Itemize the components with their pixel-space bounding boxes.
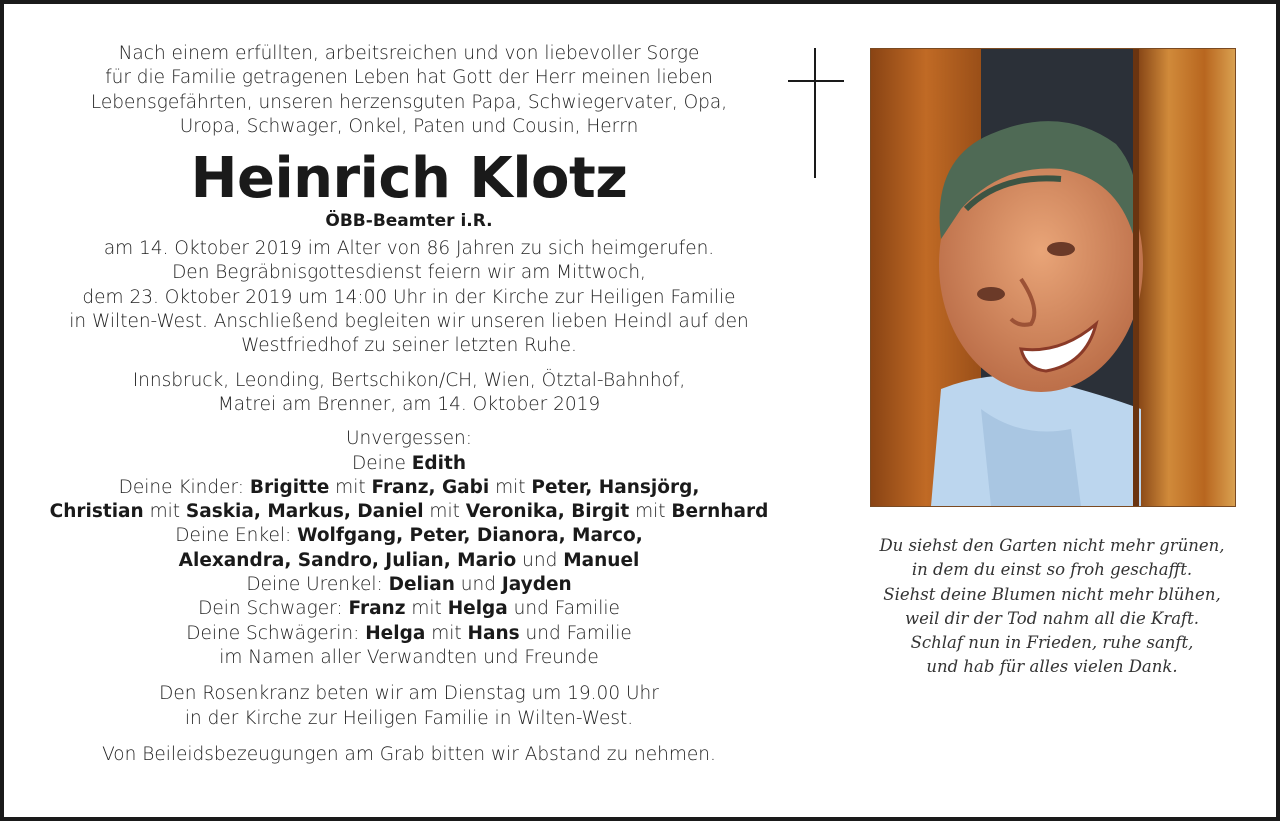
intro-line: Lebensgefährten, unseren herzensguten Papa, Schwiegervater, Opa, — [90, 91, 728, 113]
mourners-line — [44, 622, 774, 646]
place-and-date — [44, 369, 774, 418]
details-line: Den Begräbnisgottesdienst feiern wir am Mittwoch, — [172, 262, 646, 284]
mourner-name: Christian — [49, 501, 144, 523]
intro-text — [44, 42, 774, 139]
mourners-lines — [44, 452, 774, 671]
mourner-name: Helga — [365, 622, 426, 644]
intro-line: für die Familie getragenen Leben hat Gott der Herr meinen lieben — [105, 67, 713, 89]
condolence-note — [44, 743, 774, 767]
mourner-text: mit — [425, 622, 468, 644]
mourner-name: Hans — [467, 622, 520, 644]
poem-line: und hab für alles vielen Dank. — [926, 657, 1178, 677]
rosary-notice — [44, 682, 774, 731]
mourners-line — [44, 573, 774, 597]
poem-line: in dem du einst so froh geschafft. — [911, 560, 1193, 580]
mourner-text: mit — [489, 476, 532, 498]
obituary-text-column — [44, 42, 774, 767]
details-line: dem 23. Oktober 2019 um 14:00 Uhr in der Kirche zur Heiligen Familie — [82, 286, 736, 308]
mourner-name: Alexandra, Sandro, Julian, Mario — [178, 549, 517, 571]
deceased-name: Heinrich Klotz — [190, 146, 628, 212]
mourners-line — [44, 452, 774, 476]
mourner-text: mit — [329, 476, 372, 498]
mourner-name: Brigitte — [249, 476, 330, 498]
poem-line: Schlaf nun in Frieden, ruhe sanft, — [910, 633, 1194, 653]
mourner-text: mit — [423, 501, 466, 523]
mourner-text: Deine Schwägerin: — [186, 622, 366, 644]
deceased-title: ÖBB-Beamter i.R. — [325, 211, 493, 232]
mourner-text: mit — [629, 501, 672, 523]
funeral-details — [44, 237, 774, 358]
mourners-line — [44, 524, 774, 548]
mourner-text: und Familie — [507, 598, 620, 620]
mourner-name: Bernhard — [671, 501, 769, 523]
mourner-name: Franz, Gabi — [371, 476, 490, 498]
mourners-line — [44, 549, 774, 573]
mourner-name: Wolfgang, Peter, Dianora, Marco, — [297, 525, 643, 547]
place-line: Innsbruck, Leonding, Bertschikon/CH, Wien, Ötztal-Bahnhof, — [132, 369, 686, 391]
details-line: Westfriedhof zu seiner letzten Ruhe. — [241, 335, 577, 357]
details-line: am 14. Oktober 2019 im Alter von 86 Jahren zu sich heimgerufen. — [103, 238, 715, 260]
poem-line: weil dir der Tod nahm all die Kraft. — [904, 608, 1200, 628]
mourner-name: Delian — [388, 574, 455, 596]
portrait-photo — [870, 48, 1236, 507]
mourner-name: Franz — [348, 598, 406, 620]
mourners-line — [44, 597, 774, 621]
cross-icon — [788, 48, 844, 178]
mourner-name: Helga — [447, 598, 508, 620]
mourner-name: Edith — [411, 452, 466, 474]
mourners-heading: Unvergessen: — [346, 428, 472, 450]
mourners-line — [44, 646, 774, 670]
mourner-name: Manuel — [563, 549, 640, 571]
intro-line: Uropa, Schwager, Onkel, Paten und Cousin, Herrn — [179, 115, 639, 137]
poem-line: Siehst deine Blumen nicht mehr blühen, — [883, 584, 1221, 604]
rosary-line: Den Rosenkranz beten wir am Dienstag um 19.00 Uhr — [159, 683, 659, 705]
poem-line: Du siehst den Garten nicht mehr grünen, — [879, 536, 1225, 555]
mourner-text: Deine — [351, 452, 412, 474]
details-line: in Wilten-West. Anschließend begleiten wir unseren lieben Heindl auf den — [69, 311, 749, 333]
mourners-line — [44, 476, 774, 500]
mourner-name: Peter, Hansjörg, — [531, 476, 700, 498]
rosary-line: in der Kirche zur Heiligen Familie in Wilten-West. — [184, 707, 634, 729]
mourners-line — [44, 500, 774, 524]
condolence-line: Von Beileidsbezeugungen am Grab bitten wir Abstand zu nehmen. — [102, 743, 716, 765]
mourners-list — [44, 427, 774, 670]
mourner-text: Deine Kinder: — [118, 476, 250, 498]
mourner-text: mit — [405, 598, 448, 620]
mourner-name: Veronika, Birgit — [465, 501, 630, 523]
mourner-name: Saskia, Markus, Daniel — [185, 501, 424, 523]
memorial-poem — [854, 534, 1250, 680]
place-line: Matrei am Brenner, am 14. Oktober 2019 — [217, 393, 601, 415]
mourner-text: mit — [143, 501, 186, 523]
mourner-text: im Namen aller Verwandten und Freunde — [219, 646, 599, 668]
mourner-text: und Familie — [519, 622, 632, 644]
mourner-text: Dein Schwager: — [198, 598, 349, 620]
mourner-name: Jayden — [501, 574, 572, 596]
mourner-text: und — [454, 574, 502, 596]
intro-line: Nach einem erfüllten, arbeitsreichen und von liebevoller Sorge — [118, 43, 700, 64]
mourner-text: Deine Urenkel: — [246, 574, 389, 596]
mourner-text: Deine Enkel: — [175, 525, 298, 547]
mourner-text: und — [516, 549, 564, 571]
